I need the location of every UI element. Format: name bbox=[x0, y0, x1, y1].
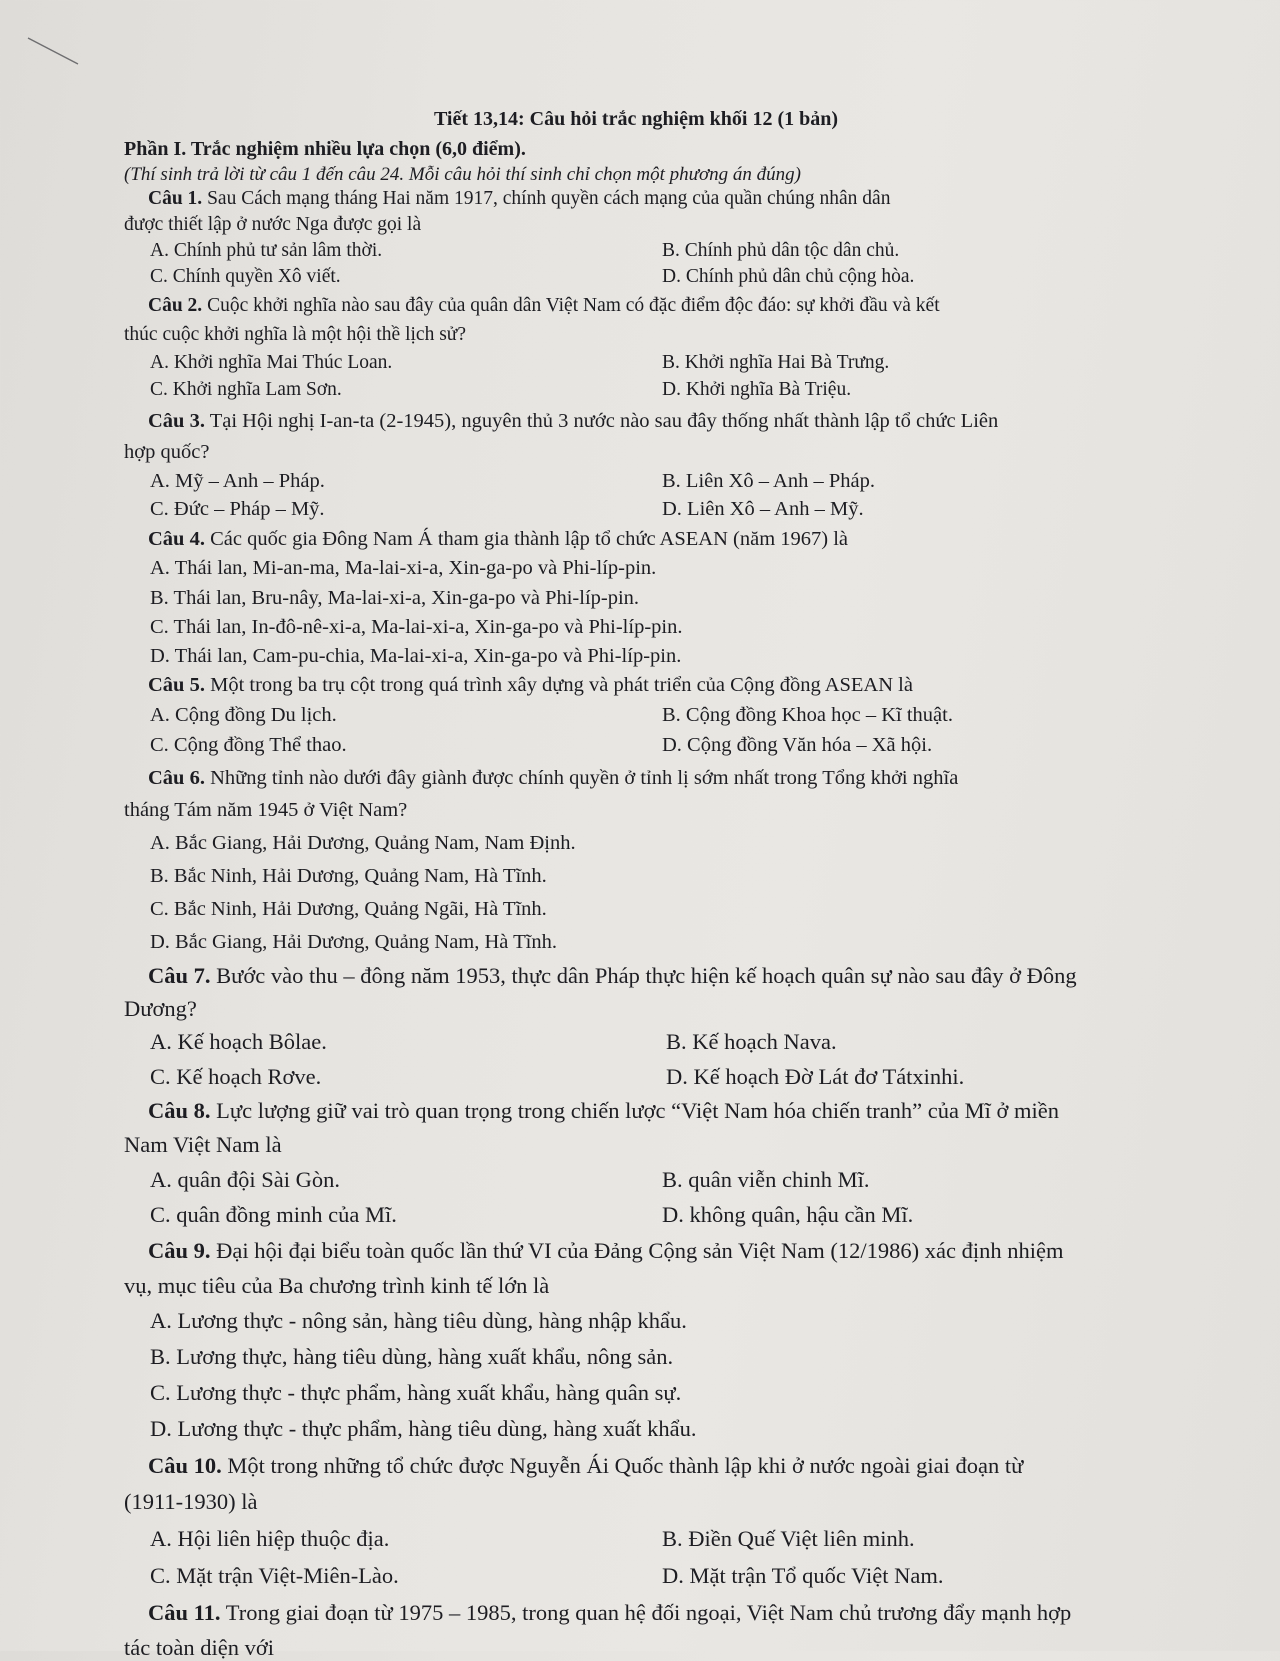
option-c[interactable]: C. quân đồng minh của Mĩ. bbox=[150, 1202, 397, 1227]
option-a[interactable]: A. Thái lan, Mi-an-ma, Ma-lai-xi-a, Xin-ga-po và Phi-líp-pin. bbox=[150, 557, 657, 579]
option-c[interactable]: C. Kế hoạch Rơve. bbox=[150, 1064, 322, 1089]
option-d[interactable]: D. không quân, hậu cần Mĩ. bbox=[662, 1202, 914, 1227]
question-label: Câu 1. bbox=[148, 188, 203, 209]
option-b[interactable]: B. Cộng đồng Khoa học – Kĩ thuật. bbox=[662, 704, 953, 726]
section-heading: Phần I. Trắc nghiệm nhiều lựa chọn (6,0 điểm). bbox=[124, 138, 526, 160]
option-d[interactable]: D. Khởi nghĩa Bà Triệu. bbox=[662, 379, 852, 400]
option-b[interactable]: B. Lương thực, hàng tiêu dùng, hàng xuất khẩu, nông sản. bbox=[150, 1344, 674, 1369]
option-a[interactable]: A. Chính phủ tư sản lâm thời. bbox=[150, 240, 383, 261]
question-label: Câu 7. bbox=[148, 963, 211, 988]
question-stem: Câu 11. Trong giai đoạn từ 1975 – 1985, trong quan hệ đối ngoại, Việt Nam chủ trương đẩy mạnh hợp bbox=[148, 1600, 1072, 1625]
option-d[interactable]: D. Mặt trận Tổ quốc Việt Nam. bbox=[662, 1563, 944, 1588]
question-stem: Câu 8. Lực lượng giữ vai trò quan trọng trong chiến lược “Việt Nam hóa chiến tranh” của Mĩ ở miền bbox=[148, 1098, 1060, 1123]
question-stem-continued: tác toàn diện với bbox=[124, 1635, 274, 1660]
option-d[interactable]: D. Kế hoạch Đờ Lát đơ Tátxinhi. bbox=[666, 1064, 965, 1089]
question-label: Câu 2. bbox=[148, 295, 203, 316]
option-b[interactable]: B. Thái lan, Bru-nây, Ma-lai-xi-a, Xin-ga-po và Phi-líp-pin. bbox=[150, 587, 640, 609]
question-stem: Câu 3. Tại Hội nghị I-an-ta (2-1945), nguyên thủ 3 nước nào sau đây thống nhất thành lập tổ chức Liên bbox=[148, 410, 999, 432]
question-stem-continued: vụ, mục tiêu của Ba chương trình kinh tế lớn là bbox=[124, 1273, 550, 1298]
option-d[interactable]: D. Lương thực - thực phẩm, hàng tiêu dùng, hàng xuất khẩu. bbox=[150, 1416, 697, 1441]
instructions: (Thí sinh trả lời từ câu 1 đến câu 24. Mỗi câu hỏi thí sinh chỉ chọn một phương án đúng) bbox=[124, 164, 801, 185]
option-a[interactable]: A. Cộng đồng Du lịch. bbox=[150, 704, 337, 726]
question-label: Câu 3. bbox=[148, 410, 205, 432]
option-c[interactable]: C. Đức – Pháp – Mỹ. bbox=[150, 498, 325, 520]
question-stem-continued: thúc cuộc khởi nghĩa là một hội thề lịch sử? bbox=[124, 324, 467, 345]
option-a[interactable]: A. Lương thực - nông sản, hàng tiêu dùng, hàng nhập khẩu. bbox=[150, 1308, 687, 1333]
exam-title: Tiết 13,14: Câu hỏi trắc nghiệm khối 12 (1 bản) bbox=[433, 108, 839, 130]
option-d[interactable]: D. Thái lan, Cam-pu-chia, Ma-lai-xi-a, Xin-ga-po và Phi-líp-pin. bbox=[150, 645, 682, 667]
question-stem-continued: tháng Tám năm 1945 ở Việt Nam? bbox=[124, 799, 408, 821]
option-c[interactable]: C. Khởi nghĩa Lam Sơn. bbox=[150, 379, 342, 400]
question-stem: Câu 4. Các quốc gia Đông Nam Á tham gia thành lập tổ chức ASEAN (năm 1967) là bbox=[148, 528, 849, 550]
question-stem-continued: Nam Việt Nam là bbox=[124, 1132, 282, 1157]
option-c[interactable]: C. Thái lan, In-đô-nê-xi-a, Ma-lai-xi-a, Xin-ga-po và Phi-líp-pin. bbox=[150, 616, 683, 638]
question-label: Câu 4. bbox=[148, 528, 205, 550]
question-stem: Câu 9. Đại hội đại biểu toàn quốc lần thứ VI của Đảng Cộng sản Việt Nam (12/1986) xác định nhiệm bbox=[148, 1238, 1064, 1263]
pen-stroke-mark bbox=[26, 36, 80, 66]
option-c[interactable]: C. Bắc Ninh, Hải Dương, Quảng Ngãi, Hà Tĩnh. bbox=[150, 898, 547, 920]
question-label: Câu 5. bbox=[148, 674, 205, 696]
option-c[interactable]: C. Cộng đồng Thể thao. bbox=[150, 734, 347, 756]
option-b[interactable]: B. quân viễn chinh Mĩ. bbox=[662, 1167, 870, 1192]
option-b[interactable]: B. Điền Quế Việt liên minh. bbox=[662, 1526, 915, 1551]
question-label: Câu 11. bbox=[148, 1600, 221, 1625]
option-a[interactable]: A. Hội liên hiệp thuộc địa. bbox=[150, 1526, 390, 1551]
question-label: Câu 6. bbox=[148, 767, 205, 789]
question-stem: Câu 1. Sau Cách mạng tháng Hai năm 1917, chính quyền cách mạng của quần chúng nhân dân bbox=[148, 188, 891, 209]
option-c[interactable]: C. Chính quyền Xô viết. bbox=[150, 266, 341, 287]
option-d[interactable]: D. Cộng đồng Văn hóa – Xã hội. bbox=[662, 734, 933, 756]
option-a[interactable]: A. Kế hoạch Bôlae. bbox=[150, 1029, 327, 1054]
question-stem-continued: (1911-1930) là bbox=[124, 1489, 258, 1514]
question-stem: Câu 10. Một trong những tổ chức được Nguyễn Ái Quốc thành lập khi ở nước ngoài giai đoạn từ bbox=[148, 1453, 1024, 1478]
question-stem: Câu 2. Cuộc khởi nghĩa nào sau đây của quân dân Việt Nam có đặc điểm độc đáo: sự khởi đầu và kết bbox=[148, 295, 940, 316]
option-c[interactable]: C. Mặt trận Việt-Miên-Lào. bbox=[150, 1563, 399, 1588]
question-stem: Câu 5. Một trong ba trụ cột trong quá trình xây dựng và phát triển của Cộng đồng ASEAN là bbox=[148, 674, 913, 696]
question-label: Câu 9. bbox=[148, 1238, 211, 1263]
option-d[interactable]: D. Chính phủ dân chủ cộng hòa. bbox=[662, 266, 915, 287]
option-b[interactable]: B. Chính phủ dân tộc dân chủ. bbox=[662, 240, 900, 261]
option-b[interactable]: B. Bắc Ninh, Hải Dương, Quảng Nam, Hà Tĩnh. bbox=[150, 865, 547, 887]
option-b[interactable]: B. Kế hoạch Nava. bbox=[666, 1029, 837, 1054]
question-stem-continued: Dương? bbox=[124, 996, 197, 1021]
option-d[interactable]: D. Bắc Giang, Hải Dương, Quảng Nam, Hà Tĩnh. bbox=[150, 931, 558, 953]
option-b[interactable]: B. Khởi nghĩa Hai Bà Trưng. bbox=[662, 352, 890, 373]
question-stem-continued: hợp quốc? bbox=[124, 441, 210, 463]
question-stem: Câu 7. Bước vào thu – đông năm 1953, thực dân Pháp thực hiện kế hoạch quân sự nào sau đây ở Đông bbox=[148, 963, 1077, 988]
option-a[interactable]: A. Khởi nghĩa Mai Thúc Loan. bbox=[150, 352, 393, 373]
question-stem: Câu 6. Những tỉnh nào dưới đây giành được chính quyền ở tỉnh lị sớm nhất trong Tổng khởi nghĩa bbox=[148, 767, 959, 789]
question-stem-continued: được thiết lập ở nước Nga được gọi là bbox=[124, 214, 422, 235]
option-a[interactable]: A. quân đội Sài Gòn. bbox=[150, 1167, 340, 1192]
question-label: Câu 8. bbox=[148, 1098, 211, 1123]
option-d[interactable]: D. Liên Xô – Anh – Mỹ. bbox=[662, 498, 864, 520]
option-c[interactable]: C. Lương thực - thực phẩm, hàng xuất khẩu, hàng quân sự. bbox=[150, 1380, 682, 1405]
option-a[interactable]: A. Mỹ – Anh – Pháp. bbox=[150, 470, 325, 492]
option-b[interactable]: B. Liên Xô – Anh – Pháp. bbox=[662, 470, 875, 492]
option-a[interactable]: A. Bắc Giang, Hải Dương, Quảng Nam, Nam Định. bbox=[150, 832, 576, 854]
question-label: Câu 10. bbox=[148, 1453, 222, 1478]
